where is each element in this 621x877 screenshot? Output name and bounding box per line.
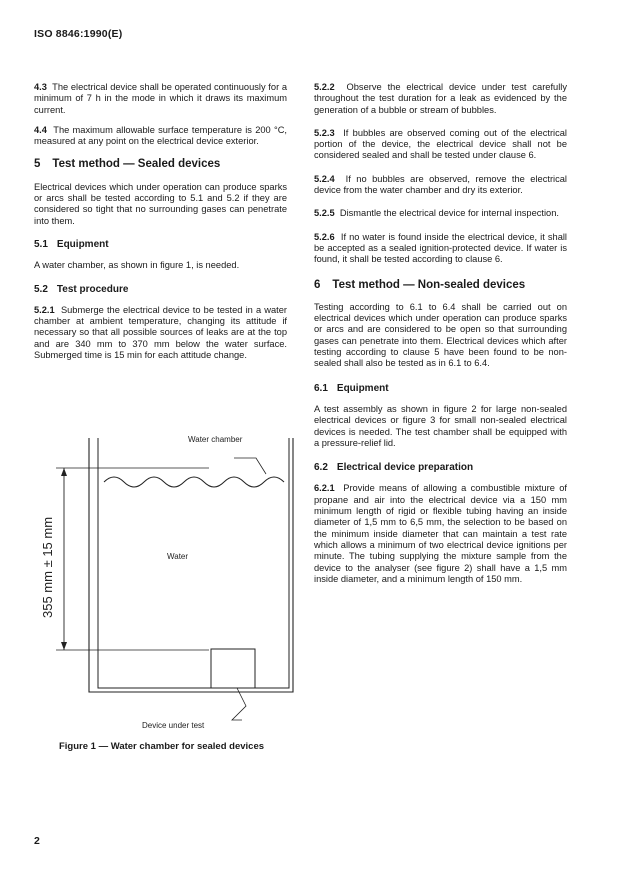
clause-4-4 bbox=[34, 125, 287, 148]
clause-5-2-1 bbox=[34, 305, 287, 361]
clause-5-2-3 bbox=[314, 128, 567, 162]
leader-device bbox=[232, 688, 246, 720]
leader-water-chamber bbox=[234, 458, 266, 474]
section-6-2-heading: 6.2 Electrical device preparation bbox=[314, 462, 474, 474]
clause-text: Provide means of allowing a combustible mixture of propane and air into the electrical device via a 150 mm minimum length of rigid or flexible tubing having an inside diameter of 1,5 mm to 6,5 mm, the selection to be based on the minimum inside diameter that can maintain a test rate which allows a minimum of two electrical device ignitions per minute. The tubing supplying the mixture sample from the device to the analyser (see figure 2) shall have a 1,5 mm inside diameter, and a minimum length of 150 mm. bbox=[314, 483, 567, 584]
clause-number: 5.2.5 bbox=[314, 208, 335, 219]
clause-text: Submerge the electrical device to be tested in a water chamber at ambient temperature, changing its attitude if necessary so that all possible sources of leaks are at the top and are 340 mm to 370 mm below the water surface. Submerged time is 15 min for each attitude change. bbox=[34, 304, 287, 361]
clause-6-2-1 bbox=[314, 483, 567, 585]
clause-text: If no bubbles are observed, remove the electrical device from the water chamber and dry its exterior. bbox=[314, 173, 567, 196]
section-6-1-text: A test assembly as shown in figure 2 for large non-sealed electrical devices or figure 3 for small non-sealed electrical devices is needed. The test chamber shall be equipped with a pressure-relief lid. bbox=[314, 403, 567, 448]
clause-number: 5.2.6 bbox=[314, 231, 335, 242]
section-6-intro: Testing according to 6.1 to 6.4 shall be carried out on electrical devices which under operation can produce sparks or arcs and are considered to be open so that surrounding gases can penetrate into them. Electrical devices which after testing according to clause 5 have been found to be non-sealed shall also be tested as in 6.1 to 6.4. bbox=[314, 301, 567, 369]
clause-text: Observe the electrical device under test carefully throughout the test duration for a leak as evidenced by the generation of a bubble or stream of bubbles. bbox=[314, 82, 567, 115]
clause-text: The maximum allowable surface temperature is 200 °C, measured at any point on the electrical device exterior. bbox=[34, 124, 287, 147]
clause-text: Dismantle the electrical device for internal inspection. bbox=[339, 208, 559, 219]
clause-number: 5.2.3 bbox=[314, 127, 335, 138]
right-column bbox=[314, 82, 567, 594]
left-column bbox=[34, 82, 287, 370]
page-header: ISO 8846:1990(E) bbox=[34, 28, 123, 40]
clause-4-3 bbox=[34, 82, 287, 116]
section-5-2-heading: 5.2 Test procedure bbox=[34, 283, 129, 295]
label-water-chamber: Water chamber bbox=[188, 435, 243, 444]
label-device-under-test: Device under test bbox=[142, 721, 205, 730]
section-5-1-text: A water chamber, as shown in figure 1, is needed. bbox=[34, 260, 240, 271]
section-5-heading: 5 Test method — Sealed devices bbox=[34, 158, 221, 171]
device-under-test-box bbox=[211, 649, 255, 688]
chamber-outer-wall bbox=[89, 438, 293, 692]
clause-number: 4.3 bbox=[34, 82, 47, 92]
water-chamber-diagram bbox=[34, 430, 294, 730]
clause-number: 5.2.4 bbox=[314, 173, 335, 184]
chamber-inner-wall bbox=[98, 438, 289, 688]
clause-5-2-2 bbox=[314, 82, 567, 116]
page-number: 2 bbox=[34, 835, 40, 847]
dimension-arrow-top bbox=[61, 468, 67, 476]
clause-5-2-6 bbox=[314, 232, 567, 266]
clause-text: If no water is found inside the electrical device, it shall be accepted as a sealed ignition-protected device. If water is found, it shall be tested according to clause 6. bbox=[314, 231, 567, 265]
label-water: Water bbox=[167, 552, 189, 561]
clause-text: The electrical device shall be operated continuously for a minimum of 7 h in the mode in which it draws its maximum current. bbox=[34, 82, 288, 115]
section-5-1-heading: 5.1 Equipment bbox=[34, 238, 109, 250]
water-surface bbox=[104, 477, 284, 487]
dimension-label: 355 mm ± 15 mm bbox=[40, 516, 55, 618]
section-5-intro: Electrical devices which under operation can produce sparks or arcs shall be tested according to 5.1 and 5.2 if they are considered so tight that no surrounding gases can penetrate into them. bbox=[34, 181, 287, 226]
clause-number: 6.2.1 bbox=[314, 483, 335, 494]
figure-1 bbox=[34, 430, 294, 730]
clause-number: 4.4 bbox=[34, 124, 47, 135]
clause-5-2-4 bbox=[314, 174, 567, 197]
clause-5-2-5 bbox=[314, 208, 567, 219]
figure-1-caption: Figure 1 — Water chamber for sealed devices bbox=[58, 741, 265, 752]
clause-text: If bubbles are observed coming out of the electrical portion of the device, the electrical device shall not be considered sealed and shall be tested under clause 6. bbox=[314, 127, 567, 161]
clause-number: 5.2.2 bbox=[314, 82, 335, 92]
section-6-1-heading: 6.1 Equipment bbox=[314, 382, 389, 394]
dimension-arrow-bottom bbox=[61, 642, 67, 650]
clause-number: 5.2.1 bbox=[34, 304, 55, 315]
section-6-heading: 6 Test method — Non-sealed devices bbox=[314, 278, 526, 291]
